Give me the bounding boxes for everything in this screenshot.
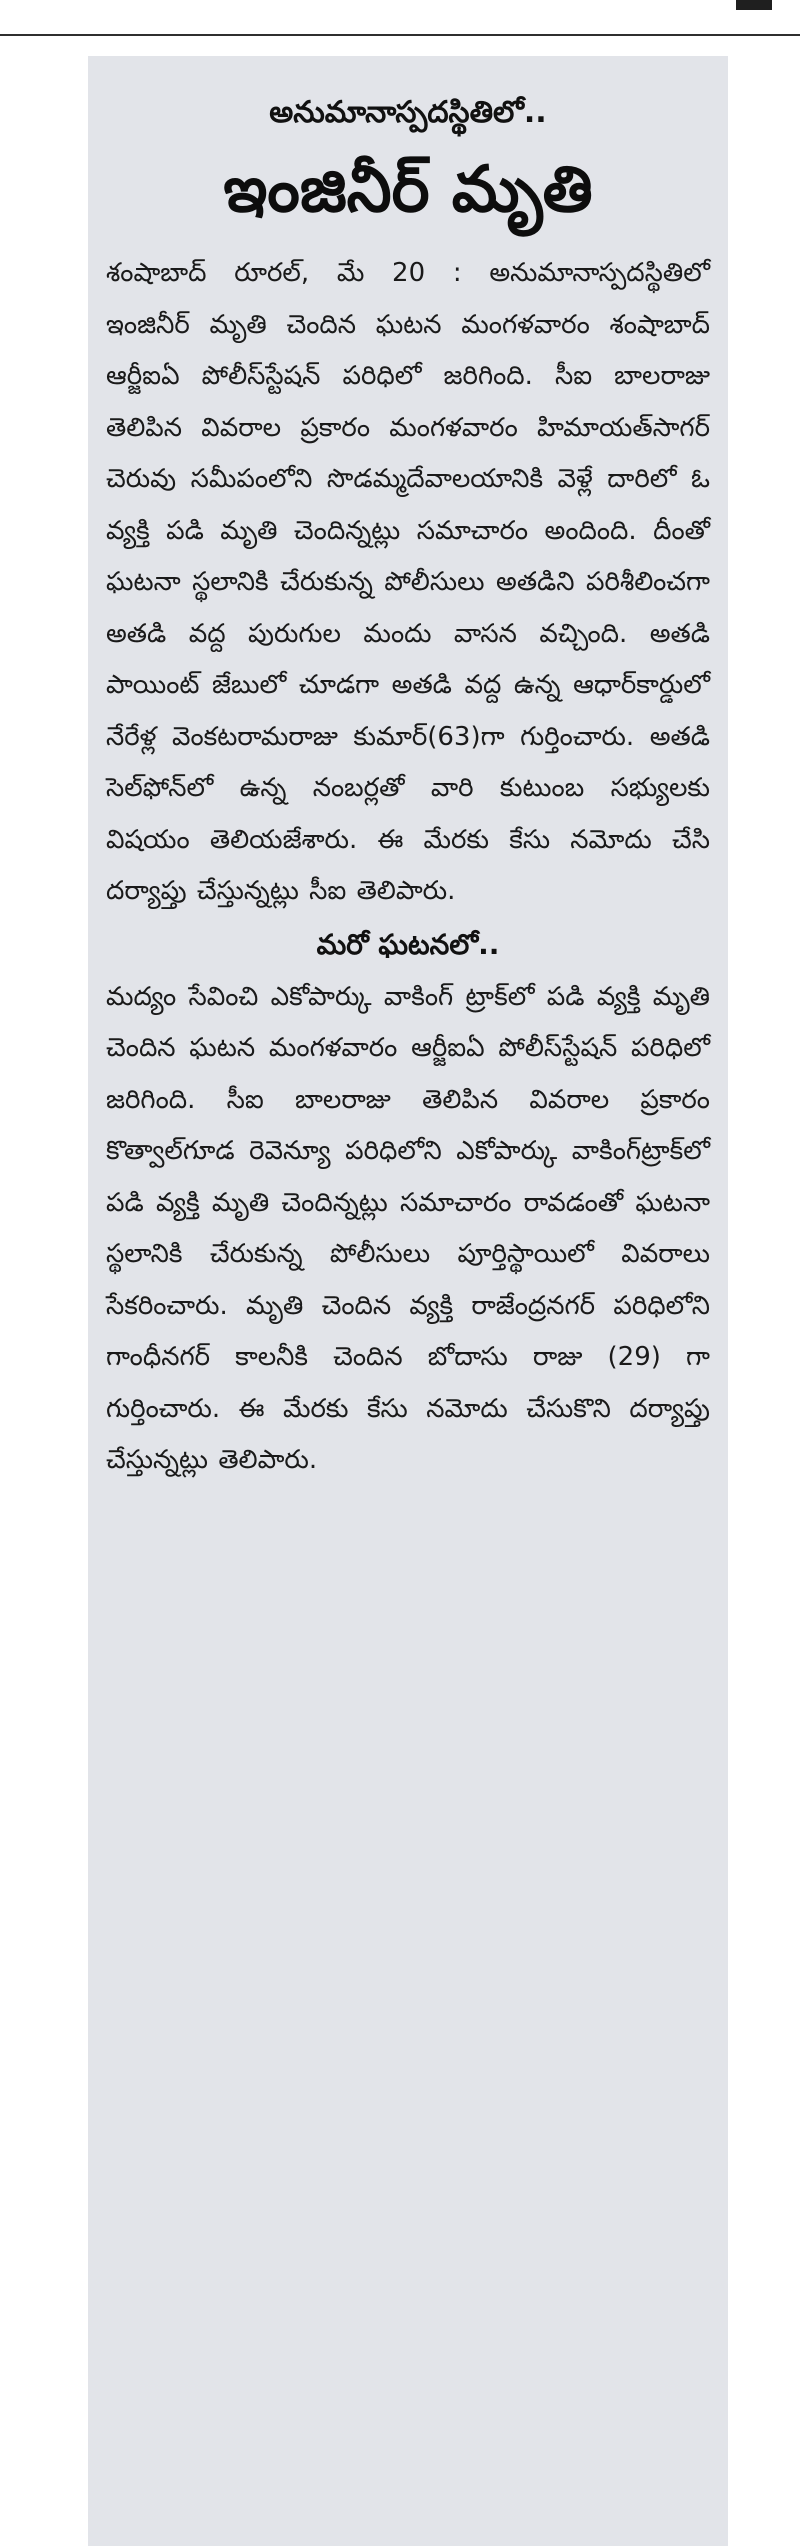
page-top-rule bbox=[0, 0, 800, 36]
article-kicker: అనుమానాస్పదస్థితిలో.. bbox=[269, 95, 547, 130]
article-paragraph-1: శంషాబాద్ రూరల్, మే 20 : అనుమానాస్పదస్థితిలో ఇంజినీర్ మృతి చెందిన ఘటన మంగళవారం శంషాబాద్ ఆర్జీఐఏ పోలీస్‌స్టేషన్ పరిధిలో జరిగింది. సీఐ బాలరాజు తెలిపిన వివరాల ప్రకారం మంగళవారం హిమాయత్‌సాగర్ చెరువు సమీపంలోని సొడమ్మదేవాలయానికి వెళ్లే దారిలో ఓ వ్యక్తి పడి మృతి చెందిన్నట్లు సమాచారం అందింది. దీంతో ఘటనా స్థలానికి చేరుకున్న పోలీసులు అతడిని పరిశీలించగా అతడి వద్ద పురుగుల మందు వాసన వచ్చింది. అతడి పాయింట్ జేబులో చూడగా అతడి వద్ద ఉన్న ఆధార్‌కార్డులో నేరేళ్ల వెంకటరామరాజు కుమార్(63)గా గుర్తించారు. అతడి సెల్‌ఫోన్‌లో ఉన్న నంబర్లతో వారి కుటుంబ సభ్యులకు విషయం తెలియజేశారు. ఈ మేరకు కేసు నమోదు చేసి దర్యాప్తు చేస్తున్నట్లు సీఐ తెలిపారు. bbox=[106, 258, 710, 906]
news-clipping bbox=[88, 56, 728, 2546]
article-headline: ఇంజినీర్ మృతి bbox=[223, 153, 593, 227]
article-paragraph-2: మద్యం సేవించి ఎకోపార్కు వాకింగ్ ట్రాక్‌లో పడి వ్యక్తి మృతి చెందిన ఘటన మంగళవారం ఆర్జీఐఏ పోలీస్‌స్టేషన్ పరిధిలో జరిగింది. సీఐ బాలరాజు తెలిపిన వివరాల ప్రకారం కొత్వాల్‌గూడ రెవెన్యూ పరిధిలోని ఎకోపార్కు వాకింగ్‌ట్రాక్‌లో పడి వ్యక్తి మృతి చెందిన్నట్లు సమాచారం రావడంతో ఘటనా స్థలానికి చేరుకున్న పోలీసులు పూర్తిస్థాయిలో వివరాలు సేకరించారు. మృతి చెందిన వ్యక్తి రాజేంద్రనగర్ పరిధిలోని గాంధీనగర్ కాలనీకి చెందిన బోదాసు రాజు (29) గా గుర్తించారు. ఈ మేరకు కేసు నమోదు చేసుకొని దర్యాప్తు చేస్తున్నట్లు తెలిపారు. bbox=[106, 981, 710, 1475]
article-subheading: మరో ఘటనలో.. bbox=[316, 927, 500, 961]
edge-mark bbox=[736, 0, 772, 10]
